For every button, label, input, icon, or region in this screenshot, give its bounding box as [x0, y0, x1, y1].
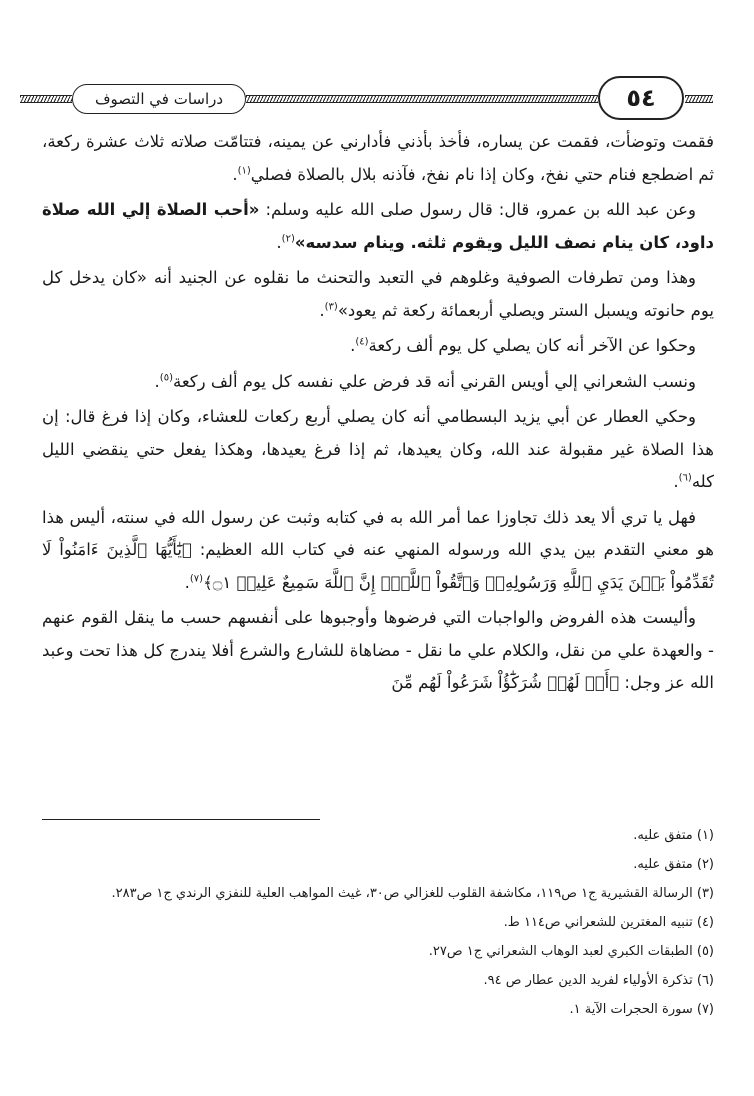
paragraph-1: فقمت وتوضأت، فقمت عن يساره، فأخذ بأذني فأدارني عن يمينه، فتتامّت صلاته ثلاث عشرة ركعة، ثم اضطجع فنام حتي نفخ، وكان إذا نام نفخ، فآذنه بلال بالصلاة فصلي$^{(١)}$. — [42, 132, 714, 184]
paragraph-5: ونسب الشعراني إلي أويس القرني أنه قد فرض علي نفسه كل يوم ألف ركعة$^{(٥)}$. — [154, 371, 696, 391]
main-text — [42, 126, 714, 703]
paragraph-4-text: وحكوا عن الآخر أنه كان يصلي كل يوم ألف ركعة — [368, 336, 696, 355]
paragraph-7-text: فهل يا تري ألا يعد ذلك تجاوزا عما أمر الله به في كتابه وثبت عن رسول الله في سنته، أليس هذا هو معني التقدم بين يدي الله ورسوله المنهي عنه في كتاب الله العظيم: — [42, 507, 715, 559]
footnotes — [42, 825, 714, 1028]
paragraph-2: وعن عبد الله بن عمرو، قال: قال رسول صلى الله عليه وسلم: «أحب الصلاة إلي الله صلاة داود، كان ينام نصف الليل ويقوم ثلثه. وينام سدسه»$^{(٢)}$. — [42, 200, 714, 252]
footnote-7: (٧) سورة الحجرات الآية ١. — [569, 1002, 714, 1017]
footnote-6: (٦) تذكرة الأولياء لفريد الدين عطار ص ٩٤. — [483, 973, 714, 988]
footnote-4: (٤) تنبيه المغترين للشعراني ص١١٤ ط. — [503, 915, 714, 930]
footnote-2: (٢) متفق عليه. — [633, 857, 714, 872]
footnote-separator — [42, 819, 320, 820]
footnote-ref-6: (٦) — [678, 472, 692, 484]
page-header — [20, 74, 735, 124]
header-ornament-left — [20, 95, 72, 103]
page-number: ٥٤ — [598, 76, 684, 120]
footnote-1: (١) متفق عليه. — [633, 828, 714, 843]
paragraph-8 — [42, 602, 714, 700]
footnote-3: (٣) الرسالة القشيرية ج١ ص١١٩، مكاشفة القلوب للغزالي ص٣٠، غيث المواهب العلية للنفزي الرندي ج١ ص٢٨٣. — [111, 886, 714, 901]
footnote-ref-7: (٧) — [189, 573, 204, 584]
header-ornament-right — [685, 95, 713, 103]
running-title: دراسات في التصوف — [72, 84, 246, 114]
hadith-quote: «أحب الصلاة إلي الله صلاة داود، كان ينام نصف الليل ويقوم ثلثه. وينام سدسه» — [42, 200, 714, 252]
footnote-ref-5: (٥) — [159, 372, 173, 383]
quran-verse-1: ﴿يَٰٓأَيُّهَا ٱلَّذِينَ ءَامَنُواْ لَا تُقَدِّمُواْ بَيۡنَ يَدَيِ ٱللَّهِ وَرَسُولِهِۦۖ وَٱتَّقُواْ ٱللَّهَۚ إِنَّ ٱللَّهَ سَمِيعٌ عَلِيمٞ ۝١﴾ — [42, 540, 714, 592]
footnote-ref-1: (١) — [237, 165, 251, 176]
paragraph-2-intro: وعن عبد الله بن عمرو، قال: قال رسول صلى الله عليه وسلم: — [259, 200, 696, 219]
paragraph-5-text: ونسب الشعراني إلي أويس القرني أنه قد فرض علي نفسه كل يوم ألف ركعة — [172, 371, 696, 391]
footnote-ref-3: (٣) — [324, 301, 338, 312]
paragraph-7: فهل يا تري ألا يعد ذلك تجاوزا عما أمر الله به في كتابه وثبت عن رسول الله في سنته، أليس هذا هو معني التقدم بين يدي الله ورسوله المنهي عنه في كتاب الله العظيم: ﴿يَٰٓأَيُّهَا ٱلَّذِينَ ءَامَنُواْ لَا تُقَدِّمُواْ بَيۡنَ يَدَيِ ٱللَّهِ وَرَسُولِهِۦۖ وَٱتَّقُواْ ٱللَّهَۚ إِنَّ ٱللَّهَ سَمِيعٌ عَلِيمٞ ۝١﴾$^{(٧)}$. — [42, 507, 715, 592]
paragraph-6-text: وحكي العطار عن أبي يزيد البسطامي أنه كان يصلي أربع ركعات للعشاء، وكان إذا فرغ قال: إن هذا الصلاة غير مقبولة عند الله، وكان يعيدها، ثم إذا فرغ يعيدها، وهكذا يفعل حتي ينقضي الليل كله — [42, 407, 714, 491]
footnote-ref-2: (٢) — [281, 233, 295, 244]
paragraph-1-text: فقمت وتوضأت، فقمت عن يساره، فأخذ بأذني فأدارني عن يمينه، فتتامّت صلاته ثلاث عشرة ركعة، ثم اضطجع فنام حتي نفخ، وكان إذا نام نفخ، فآذنه بلال بالصلاة فصلي — [42, 132, 714, 184]
paragraph-6: وحكي العطار عن أبي يزيد البسطامي أنه كان يصلي أربع ركعات للعشاء، وكان إذا فرغ قال: إن هذا الصلاة غير مقبولة عند الله، وكان يعيدها، ثم إذا فرغ يعيدها، وهكذا يفعل حتي ينقضي الليل كله$^{(٦)}$. — [42, 407, 714, 491]
paragraph-8-text: وأليست هذه الفروض والواجبات التي فرضوها وأوجبوها على أنفسهم حسب ما ينقل القوم عنهم - والعهدة علي من نقل، والكلام علي ما نقل - مضاهاة للشارع والشرع أفلا يندرج كل هذا تحت وعبد الله عز وجل: — [42, 608, 714, 692]
paragraph-4: وحكوا عن الآخر أنه كان يصلي كل يوم ألف ركعة$^{(٤)}$. — [350, 336, 696, 355]
paragraph-3: وهذا ومن تطرفات الصوفية وغلوهم في التعبد والتحنث ما نقلوه عن الجنيد أنه «كان يدخل كل يوم حانوته ويسبل الستر ويصلي أربعمائة ركعة ثم يعود»$^{(٣)}$. — [42, 268, 714, 320]
quran-verse-2: ﴿أَمۡ لَهُمۡ شُرَكَٰٓؤُاْ شَرَعُواْ لَهُم مِّنَ — [391, 673, 620, 692]
header-ornament-middle — [246, 95, 598, 103]
paragraph-3-text: وهذا ومن تطرفات الصوفية وغلوهم في التعبد والتحنث ما نقلوه عن الجنيد أنه «كان يدخل كل يوم حانوته ويسبل الستر ويصلي أربعمائة ركعة ثم يعود» — [42, 268, 714, 320]
footnote-5: (٥) الطبقات الكبري لعبد الوهاب الشعراني ج١ ص٢٧. — [428, 944, 714, 959]
footnote-ref-4: (٤) — [355, 336, 369, 348]
